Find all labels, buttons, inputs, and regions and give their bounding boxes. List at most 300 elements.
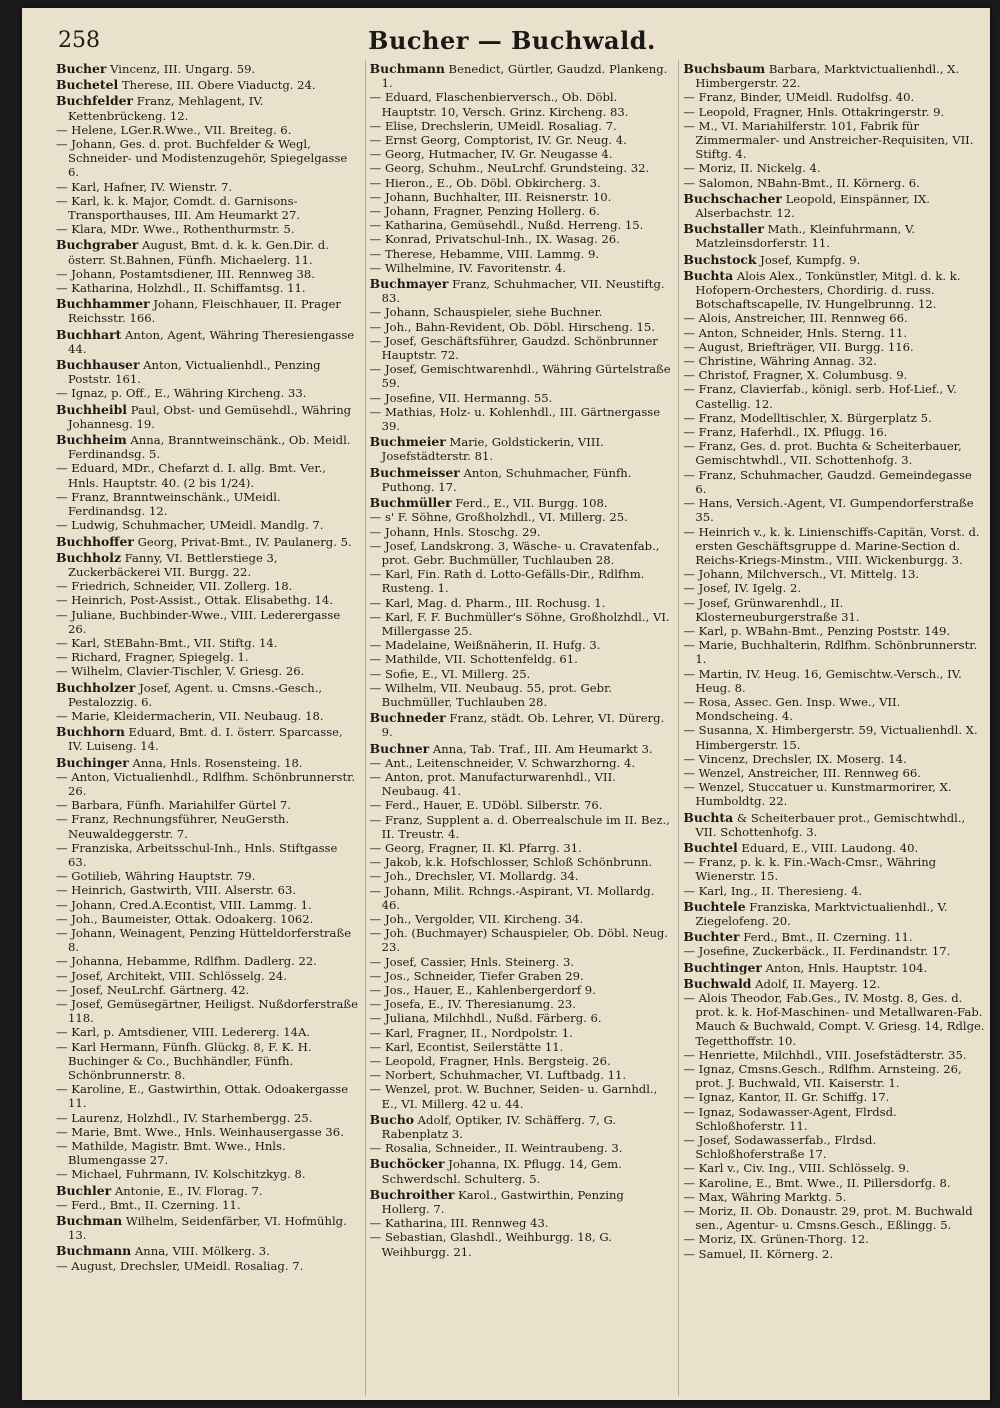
entry-details: — Karl, StEBahn-Bmt., VII. Stiftg. 14. [56, 635, 278, 650]
directory-entry [56, 490, 359, 518]
directory-entry [370, 969, 673, 983]
directory-entry [370, 1230, 673, 1258]
entry-details: — Marie, Bmt. Wwe., Hnls. Weinhausergasse 36. [56, 1124, 344, 1139]
directory-entry [683, 525, 986, 568]
entry-details: — Josef, Landskrong. 3, Wäsche- u. Cravatenfab., prot. Gebr. Buchmüller, Tuchlauben 28. [369, 538, 660, 567]
entry-details: — Johann, Fragner, Penzing Hollerg. 6. [369, 204, 600, 219]
entry-details: — Moriz, IX. Grünen-Thorg. 12. [683, 1232, 869, 1247]
entry-details: — Richard, Fragner, Spiegelg. 1. [56, 650, 249, 665]
entry-details: — Christine, Währing Annag. 32. [683, 354, 877, 369]
surname-entry [683, 269, 986, 312]
entry-details: — Karl, Mag. d. Pharm., III. Rochusg. 1. [369, 595, 606, 610]
entry-details: Anna, Branntweinschänk., Ob. Meidl. Ferdinandsg. 5. [68, 433, 351, 462]
directory-entry [56, 180, 359, 194]
directory-entry [56, 461, 359, 489]
entry-details: — Joh., Bahn-Revident, Ob. Döbl. Hirscheng. 15. [369, 319, 655, 334]
entry-details: — Josef, NeuLrchf. Gärtnerg. 42. [56, 982, 250, 997]
entry-details: — Johann, Postamtsdiener, III. Rennweg 38. [56, 266, 315, 281]
entry-surname: Buchman [56, 1213, 123, 1229]
directory-entry [56, 650, 359, 664]
directory-entry [683, 326, 986, 340]
entry-details: — Franz, Clavierfab., königl. serb. Hof-Lief., V. Castellig. 12. [683, 382, 957, 411]
directory-entry [683, 567, 986, 581]
surname-entry [370, 435, 673, 463]
directory-entry [370, 362, 673, 390]
entry-details: — Vincenz, Drechsler, IX. Moserg. 14. [683, 751, 907, 766]
directory-entry [56, 983, 359, 997]
entry-details: — Konrad, Privatschul-Inh., IX. Wasag. 26. [369, 232, 620, 247]
entry-details: — Josefine, Zuckerbäck., II. Ferdinandstr. 17. [683, 944, 951, 959]
surname-entry [56, 62, 359, 76]
entry-surname: Buchner [369, 740, 430, 756]
entry-details: — Josef, Gemüsegärtner, Heiligst. Nußdorferstraße 118. [56, 997, 359, 1026]
directory-entry [56, 798, 359, 812]
directory-entry [683, 1190, 986, 1204]
entry-details: — Karoline, E., Bmt. Wwe., II. Pillersdorfg. 8. [683, 1175, 951, 1190]
surname-entry [370, 466, 673, 494]
entry-details: — Josef, IV. Igelg. 2. [683, 581, 802, 596]
directory-entry [683, 354, 986, 368]
surname-entry [56, 297, 359, 325]
directory-entry [370, 926, 673, 954]
directory-entry [370, 176, 673, 190]
entry-details: Anton, Victualienhdl., Penzing Poststr. 161. [68, 358, 321, 387]
directory-entry [370, 247, 673, 261]
directory-entry [683, 667, 986, 695]
directory-entry [56, 1198, 359, 1212]
entry-details: — Wenzel, Stuccatuer u. Kunstmarmorirer, X. Humboldtg. 22. [683, 780, 952, 809]
entry-details: — Ant., Leitenschneider, V. Schwarzhorng. 4. [369, 755, 636, 770]
directory-entry [56, 386, 359, 400]
entry-surname: Bucho [369, 1111, 414, 1127]
entry-details: — Moriz, II. Ob. Donaustr. 29, prot. M. Buchwald sen., Agentur- u. Cmsns.Gesch., Eßlingg. 5. [683, 1204, 973, 1233]
directory-entry [683, 496, 986, 524]
entry-surname: Buchmeier [369, 434, 446, 450]
entry-details: — Karl, Hafner, IV. Wienstr. 7. [56, 179, 233, 194]
entry-details: — Gotilieb, Währing Hauptstr. 79. [56, 869, 256, 884]
directory-entry [56, 997, 359, 1025]
entry-details: August, Bmt. d. k. k. Gen.Dir. d. österr. St.Bahnen, Fünfh. Michaelerg. 11. [68, 238, 329, 267]
directory-entry [370, 652, 673, 666]
entry-details: — Ignaz, p. Off., E., Währing Kircheng. 33. [56, 386, 307, 401]
directory-entry [370, 955, 673, 969]
surname-entry [370, 277, 673, 305]
entry-details: Fanny, VI. Bettlerstiege 3, Zuckerbäckerei VII. Burgg. 22. [68, 550, 278, 579]
directory-entry [370, 525, 673, 539]
entry-details: Eduard, E., VIII. Laudong. 40. [737, 840, 919, 855]
entry-details: — Joh., Drechsler, VI. Mollardg. 34. [369, 869, 579, 884]
entry-surname: Buchholzer [56, 679, 136, 695]
directory-entry [370, 305, 673, 319]
directory-entry [370, 1011, 673, 1025]
entry-details: — Franz, Rechnungsführer, NeuGersth. Neuwaldeggerstr. 7. [56, 812, 290, 841]
directory-entry [56, 1125, 359, 1139]
directory-entry [56, 267, 359, 281]
entry-details: — Karl Hermann, Fünfh. Glückg. 8, F. K. H. Buchinger & Co., Buchhändler, Fünfh. Schönbrunnerstr. 8. [56, 1039, 312, 1083]
entry-surname: Buchneder [369, 710, 446, 726]
entry-details: — Johann, Buchhalter, III. Reisnerstr. 10. [369, 189, 612, 204]
entry-surname: Buchhart [56, 326, 122, 342]
entry-surname: Buchmüller [369, 495, 452, 511]
entry-details: — Karl v., Civ. Ing., VIII. Schlösselg. 9. [683, 1161, 910, 1176]
entry-details: Anna, Hnls. Rosensteing. 18. [128, 755, 303, 770]
directory-entry [56, 281, 359, 295]
entry-details: — Wenzel, Anstreicher, III. Rennweg 66. [683, 765, 921, 780]
surname-entry [683, 811, 986, 839]
entry-details: — Johann, Ges. d. prot. Buchfelder & Wegl, Schneider- und Modistenzugehör, Spiegelgasse 6. [56, 137, 348, 180]
page-number: 258 [58, 28, 100, 53]
directory-entry [370, 756, 673, 770]
directory-entry [56, 194, 359, 222]
entry-details: — Anton, Victualienhdl., Rdlfhm. Schönbrunnerstr. 26. [56, 769, 356, 798]
surname-entry [370, 1113, 673, 1141]
directory-entry [56, 579, 359, 593]
entry-details: — Karl, k. k. Major, Comdt. d. Garnisons-Transporthauses, III. Am Heumarkt 27. [56, 193, 301, 223]
entry-details: — Ferd., Bmt., II. Czerning. 11. [56, 1197, 241, 1212]
entry-details: — Alois Theodor, Fab.Ges., IV. Mostg. 8, Ges. d. prot. k. k. Hof-Maschinen- und Metallwaren-Fab. Mauch & Buchwald, Compt. V. Griesg. 14, Rdlge. Tegetthoffstr. 10. [683, 991, 985, 1048]
directory-entry [370, 841, 673, 855]
entry-details: Josef, Kumpfg. 9. [756, 252, 861, 267]
entry-surname: Buchsbaum [683, 61, 766, 76]
entry-details: — Martin, IV. Heug. 16, Gemischtw.-Versch., IV. Heug. 8. [683, 666, 962, 695]
entry-details: — Josef, Cassier, Hnls. Steinerg. 3. [369, 954, 575, 969]
directory-entry [370, 218, 673, 232]
entry-details: — Anton, prot. Manufacturwarenhdl., VII. Neubaug. 41. [369, 769, 616, 799]
directory-entry [56, 1139, 359, 1167]
directory-entry [370, 90, 673, 118]
directory-entry [683, 723, 986, 751]
entry-details: — Katharina, III. Rennweg 43. [369, 1216, 549, 1231]
surname-entry [56, 756, 359, 770]
surname-entry [56, 94, 359, 122]
directory-entry [370, 667, 673, 681]
directory-entry [683, 780, 986, 808]
directory-entry [683, 944, 986, 958]
directory-entry [370, 855, 673, 869]
entry-details: — Ignaz, Cmsns.Gesch., Rdlfhm. Arnsteing. 26, prot. J. Buchwald, VII. Kaiserstr. 1. [683, 1062, 962, 1091]
entry-surname: Buchschacher [683, 190, 782, 206]
directory-entry [56, 664, 359, 678]
entry-details: Eduard, Bmt. d. I. österr. Sparcasse, IV. Luiseng. 14. [68, 725, 343, 754]
directory-entry [56, 222, 359, 236]
directory-entry [56, 1111, 359, 1125]
entry-details: — Ludwig, Schuhmacher, UMeidl. Mandlg. 7. [56, 518, 324, 533]
entry-details: — Johann, Cred.A.Econtist, VIII. Lammg. 1. [56, 897, 312, 912]
entry-details: — Klara, MDr. Wwe., Rothenthurmstr. 5. [56, 222, 295, 237]
entry-surname: Buchhorn [56, 724, 125, 740]
entry-details: Adolf, II. Mayerg. 12. [751, 976, 881, 991]
directory-entry [683, 991, 986, 1048]
surname-entry [683, 222, 986, 250]
entry-details: — s' F. Söhne, Großholzhdl., VI. Millerg. 25. [369, 510, 628, 525]
directory-entry [683, 439, 986, 467]
entry-details: — Therese, Hebamme, VIII. Lammg. 9. [369, 246, 600, 261]
directory-entry [683, 90, 986, 104]
directory-page [22, 8, 990, 1400]
entry-details: Antonie, E., IV. Florag. 7. [111, 1183, 263, 1198]
directory-entry [683, 1062, 986, 1090]
directory-entry [370, 770, 673, 798]
directory-entry [370, 638, 673, 652]
surname-entry [56, 433, 359, 461]
directory-entry [370, 261, 673, 275]
directory-entry [683, 1161, 986, 1175]
entry-details: — Karl, Ing., II. Theresieng. 4. [683, 883, 863, 898]
entry-details: — Georg, Hutmacher, IV. Gr. Neugasse 4. [369, 147, 613, 162]
entry-details: Anna, VIII. Mölkerg. 3. [131, 1244, 270, 1259]
directory-entry [683, 119, 986, 162]
entry-details: Ferd., Bmt., II. Czerning. 11. [739, 930, 913, 945]
directory-entry [370, 1141, 673, 1155]
directory-entry [683, 1204, 986, 1232]
entry-surname: Buchmann [56, 1243, 132, 1259]
directory-entry [683, 311, 986, 325]
entry-details: — Ignaz, Sodawasser-Agent, Flrdsd. Schloßhoferstr. 11. [683, 1104, 897, 1133]
directory-entry [683, 855, 986, 883]
directory-column-1 [56, 60, 359, 1396]
directory-entry [683, 468, 986, 496]
directory-entry [56, 898, 359, 912]
directory-entry [56, 518, 359, 532]
entry-surname: Buchtinger [683, 959, 762, 975]
directory-entry [683, 411, 986, 425]
entry-details: — Ernst Georg, Comptorist, IV. Gr. Neug. 4. [369, 133, 627, 148]
entry-details: Therese, III. Obere Viaductg. 24. [118, 78, 316, 93]
entry-details: Leopold, Einspänner, IX. Alserbachstr. 12. [695, 191, 930, 221]
entry-details: — Franz, Ges. d. prot. Buchta & Scheiterbauer, Gemischtwhdl., VII. Schottenhofg. 3. [683, 439, 962, 468]
entry-details: — Helene, LGer.R.Wwe., VII. Breiteg. 6. [56, 122, 292, 137]
entry-details: — Josef, Architekt, VIII. Schlösselg. 24. [56, 968, 287, 983]
entry-surname: Buchtele [683, 898, 746, 914]
entry-details: — Mathilde, Magistr. Bmt. Wwe., Hnls. Blumengasse 27. [56, 1139, 286, 1168]
entry-details: — Karl, p. Amtsdiener, VIII. Ledererg. 14A. [56, 1025, 311, 1040]
directory-entry [56, 926, 359, 954]
entry-details: — Madelaine, Weißnäherin, II. Hufg. 3. [369, 638, 601, 653]
entry-details: — Joh. (Buchmayer) Schauspieler, Ob. Döbl. Neug. 23. [369, 926, 669, 955]
directory-entry [370, 133, 673, 147]
entry-details: Paul, Obst- und Gemüsehdl., Währing Johannesg. 19. [68, 402, 352, 431]
directory-entry [370, 391, 673, 405]
directory-entry [56, 812, 359, 840]
entry-surname: Buchwald [683, 975, 752, 991]
entry-details: — Johann, Weinagent, Penzing Hütteldorferstraße 8. [56, 925, 352, 955]
surname-entry [56, 681, 359, 709]
surname-entry [683, 253, 986, 267]
entry-details: — Katharina, Holzhdl., II. Schiffamtsg. 11. [56, 281, 306, 296]
directory-entry [56, 883, 359, 897]
entry-details: Anton, Hnls. Hauptstr. 104. [761, 960, 928, 975]
entry-details: — Marie, Kleidermacherin, VII. Neubaug. 18. [56, 708, 324, 723]
directory-entry [370, 147, 673, 161]
surname-entry [370, 1188, 673, 1216]
entry-details: — Mathias, Holz- u. Kohlenhdl., III. Gärtnergasse 39. [369, 404, 661, 434]
directory-entry [56, 770, 359, 798]
surname-entry [56, 358, 359, 386]
entry-details: — Johann, Schauspieler, siehe Buchner. [369, 305, 603, 320]
entry-details: — Katharina, Gemüsehdl., Nußd. Herreng. 15. [369, 218, 644, 233]
entry-details: — Georg, Schuhm., NeuLrchf. Grundsteing. 32. [369, 161, 650, 176]
entry-details: Anton, Schuhmacher, Fünfh. Puthong. 17. [381, 465, 632, 494]
entry-surname: Buchhoffer [56, 533, 134, 549]
entry-details: — Eduard, Flaschenbierversch., Ob. Döbl. Hauptstr. 10, Versch. Grinz. Kircheng. 83. [369, 90, 629, 119]
directory-entry [56, 123, 359, 137]
surname-entry [56, 1244, 359, 1258]
directory-entry [683, 368, 986, 382]
entry-details: — Franz, Haferhdl., IX. Pflugg. 16. [683, 425, 888, 440]
surname-entry [370, 742, 673, 756]
directory-entry [370, 567, 673, 595]
surname-entry [56, 725, 359, 753]
entry-details: — Christof, Fragner, X. Columbusg. 9. [683, 368, 908, 383]
entry-details: — Salomon, NBahn-Bmt., II. Körnerg. 6. [683, 175, 920, 190]
directory-column-3 [678, 60, 986, 1396]
surname-entry [683, 961, 986, 975]
directory-entry [370, 204, 673, 218]
surname-entry [683, 977, 986, 991]
directory-entry [683, 884, 986, 898]
entry-surname: Buchtel [683, 839, 738, 855]
entry-surname: Buchta [683, 809, 734, 825]
entry-details: — Franz, Supplent a. d. Oberrealschule im II. Bez., II. Treustr. 4. [369, 812, 670, 841]
directory-entry [683, 1133, 986, 1161]
surname-entry [56, 78, 359, 92]
directory-entry [683, 596, 986, 624]
directory-entry [683, 1090, 986, 1104]
entry-details: — Franz, Branntweinschänk., UMeidl. Ferdinandsg. 12. [56, 489, 281, 519]
directory-entry [56, 608, 359, 636]
surname-entry [683, 900, 986, 928]
entry-details: — Eduard, MDr., Chefarzt d. I. allg. Bmt. Ver., Hnls. Hauptstr. 40. (2 bis 1/24). [56, 461, 326, 490]
entry-details: — Susanna, X. Himbergerstr. 59, Victualienhdl. X. Himbergerstr. 15. [683, 723, 978, 752]
entry-details: — Franz, Modelltischler, X. Bürgerplatz 5. [683, 410, 932, 425]
directory-entry [56, 969, 359, 983]
directory-entry [683, 1105, 986, 1133]
directory-entry [370, 997, 673, 1011]
entry-surname: Buchetel [56, 77, 119, 93]
entry-surname: Buchmann [369, 61, 445, 76]
directory-entry [370, 510, 673, 524]
entry-details: Vincenz, III. Ungarg. 59. [106, 62, 256, 76]
entry-details: — Heinrich, Gastwirth, VIII. Alserstr. 63. [56, 883, 297, 898]
entry-details: — Karl, Fragner, II., Nordpolstr. 1. [369, 1025, 573, 1040]
entry-details: — Franz, p. k. k. Fin.-Wach-Cmsr., Währing Wienerstr. 15. [683, 855, 937, 884]
directory-column-2 [365, 60, 673, 1396]
directory-entry [370, 596, 673, 610]
entry-details: — Ferd., Hauer, E. UDöbl. Silberstr. 76. [369, 798, 603, 813]
entry-surname: Buchfelder [56, 93, 134, 109]
entry-details: — Jos., Hauer, E., Kahlenbergerdorf 9. [369, 983, 596, 997]
directory-entry [683, 176, 986, 190]
directory-entry [683, 382, 986, 410]
entry-details: — Johann, Milchversch., VI. Mittelg. 13. [683, 567, 920, 582]
page-title: Bucher — Buchwald. [368, 26, 656, 55]
entry-surname: Buchstock [683, 251, 757, 267]
entry-details: — Leopold, Fragner, Hnls. Bergsteig. 26. [369, 1054, 611, 1069]
surname-entry [683, 930, 986, 944]
directory-entry [683, 752, 986, 766]
entry-details: Benedict, Gürtler, Gaudzd. Plankeng. 1. [381, 62, 668, 91]
directory-entry [56, 1259, 359, 1273]
entry-details: Georg, Privat-Bmt., IV. Paulanerg. 5. [133, 534, 352, 549]
entry-details: — Friedrich, Schneider, VII. Zollerg. 18. [56, 579, 293, 594]
directory-entry [370, 539, 673, 567]
entry-details: — Josefa, E., IV. Theresianumg. 23. [369, 997, 576, 1012]
directory-entry [56, 593, 359, 607]
entry-details: Anna, Tab. Traf., III. Am Heumarkt 3. [429, 741, 653, 756]
directory-entry [370, 190, 673, 204]
entry-surname: Buchstaller [683, 221, 764, 237]
entry-details: — Johann, Milit. Rchngs.-Aspirant, VI. Mollardg. 46. [369, 883, 655, 912]
directory-entry [683, 1232, 986, 1246]
entry-details: — Karl, p. WBahn-Bmt., Penzing Poststr. 149. [683, 623, 951, 638]
directory-entry [370, 798, 673, 812]
entry-details: Franz, städt. Ob. Lehrer, VI. Dürerg. 9. [381, 711, 665, 740]
directory-entry [683, 638, 986, 666]
entry-details: — August, Drechsler, UMeidl. Rosaliag. 7. [56, 1258, 304, 1273]
entry-details: — Hieron., E., Ob. Döbl. Obkircherg. 3. [369, 175, 601, 190]
surname-entry [56, 328, 359, 356]
surname-entry [56, 535, 359, 549]
entry-details: — Marie, Buchhalterin, Rdlfhm. Schönbrunnerstr. 1. [683, 638, 978, 667]
directory-entry [683, 1247, 986, 1261]
entry-details: — Josef, Geschäftsführer, Gaudzd. Schönbrunner Hauptstr. 72. [369, 333, 658, 363]
directory-entry [370, 1082, 673, 1110]
entry-details: Barbara, Marktvictualienhdl., X. Himbergerstr. 22. [695, 62, 960, 91]
entry-surname: Bucher [56, 61, 107, 76]
surname-entry [683, 841, 986, 855]
surname-entry [370, 62, 673, 90]
surname-entry [683, 192, 986, 220]
entry-details: — Max, Währing Marktg. 5. [683, 1189, 847, 1204]
directory-entry [370, 1054, 673, 1068]
entry-details: — Sebastian, Glashdl., Weihburgg. 18, G. Weihburgg. 21. [369, 1230, 612, 1259]
entry-details: Johanna, IX. Pflugg. 14, Gem. Schwerdschl. Schulterg. 5. [381, 1157, 622, 1186]
entry-details: — Norbert, Schuhmacher, VI. Luftbadg. 11. [369, 1068, 627, 1083]
entry-surname: Buchroither [369, 1186, 455, 1202]
directory-entry [370, 681, 673, 709]
directory-entry [683, 581, 986, 595]
entry-details: — Leopold, Fragner, Hnls. Ottakringerstr. 9. [683, 104, 945, 119]
entry-details: — M., VI. Mariahilferstr. 101, Fabrik für Zimmermaler- und Anstreicher-Requisiten, VII. Stiftg. 4. [683, 118, 974, 162]
entry-details: — Franziska, Arbeitsschul-Inh., Hnls. Stiftgasse 63. [56, 840, 338, 869]
surname-entry [56, 551, 359, 579]
entry-details: — Heinrich, Post-Assist., Ottak. Elisabethg. 14. [56, 593, 333, 608]
entry-details: — Karl, F. F. Buchmüller's Söhne, Großholzhdl., VI. Millergasse 25. [369, 609, 670, 638]
surname-entry [56, 1184, 359, 1198]
directory-entry [370, 1216, 673, 1230]
entry-details: — Josefine, VII. Hermanng. 55. [369, 390, 553, 405]
entry-details: — Juliana, Milchhdl., Nußd. Färberg. 6. [369, 1011, 602, 1026]
entry-details: — Samuel, II. Körnerg. 2. [683, 1246, 834, 1261]
entry-surname: Buchler [56, 1182, 112, 1198]
entry-surname: Buchhauser [56, 357, 140, 373]
entry-details: Franz, Schuhmacher, VII. Neustiftg. 83. [381, 277, 665, 306]
entry-details: — August, Briefträger, VII. Burgg. 116. [683, 339, 914, 354]
entry-surname: Buchheim [56, 432, 127, 448]
entry-details: Franziska, Marktvictualienhdl., V. Ziegelofeng. 20. [695, 899, 948, 928]
entry-details: — Anton, Schneider, Hnls. Sterng. 11. [683, 325, 908, 340]
entry-surname: Buchgraber [56, 237, 139, 253]
entry-details: — Joh., Baumeister, Ottak. Odoakerg. 1062. [56, 911, 314, 926]
entry-details: — Karl, Econtist, Seilerstätte 11. [369, 1039, 564, 1054]
entry-details: — Karoline, E., Gastwirthin, Ottak. Odoakergasse 11. [56, 1082, 349, 1111]
directory-entry [683, 425, 986, 439]
entry-details: Josef, Agent. u. Cmsns.-Gesch., Pestalozzig. 6. [68, 680, 323, 709]
entry-details: — Elise, Drechslerin, UMeidl. Rosaliag. 7. [369, 118, 617, 133]
surname-entry [370, 496, 673, 510]
entry-details: — Barbara, Fünfh. Mariahilfer Gürtel 7. [56, 798, 291, 813]
entry-details: Alois Alex., Tonkünstler, Mitgl. d. k. k. Hofopern-Orchesters, Chordirig. d. russ. Botschaftscapelle, IV. Hungelbrunng. 12. [695, 268, 961, 312]
